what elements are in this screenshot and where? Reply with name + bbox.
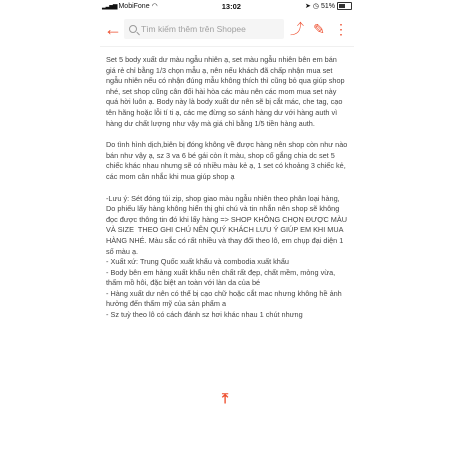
top-bar xyxy=(100,12,354,47)
status-right xyxy=(305,2,352,10)
description-paragraph-1: Set 5 body xuất dư màu ngẫu nhiên ạ, set màu ngẫu nhiên bên em bán giá rẻ chỉ bằng 1/3 chọn mẫu ạ, nên nếu khách đã chấp nhận mua set ngẫu nhiên nếu có nhận đúng mẫu không thích thì cũng bỏ qua giúp shop nhé, set shop cũng cân đối hài hòa các màu nên các mom mua set này quá hời luôn ạ. Body này là body xuất dư nên sẽ bị cắt mác, che tag, cạo tên hãng hoặc lỗi tí ti ạ, các mẹ đừng so sánh hàng dư với hàng auth vì hàng dư chất lượng như vậy mà giá chỉ bằng 1/5 tiền hàng auth. xyxy=(106,55,347,128)
search-bar[interactable] xyxy=(124,19,284,39)
status-left xyxy=(102,2,158,10)
carrier-name: MobiFone xyxy=(118,2,150,10)
scroll-to-top-icon[interactable]: ⤒ xyxy=(222,390,229,406)
more-icon[interactable]: ⋮ xyxy=(334,21,348,37)
product-description xyxy=(100,47,354,321)
battery-fill xyxy=(339,4,345,8)
search-icon xyxy=(129,25,137,33)
signal-icon: ▂▃▅▆ xyxy=(102,3,117,10)
description-paragraph-2: Do tình hình dịch,biên bị đóng không về được hàng nên shop còn như nào bán như vậy ạ, sz 3 va 6 bé gái còn ít màu, shop cố gắng chia dc set 5 chiếc khác nhau nhưng sẽ có nhiều màu kẻ ạ, 1 set có khoảng 3 chiếc kẻ, các mom cân nhắc khi mua giúp shop ạ xyxy=(106,140,350,181)
alarm-icon: ◷ xyxy=(312,3,319,10)
description-paragraph-3: -Lưu ý: Sét đóng túi zip, shop giao màu ngẫu nhiên theo phân loại hàng, Do phiếu lấy hàng không hiển thị ghi chú và tin nhắn nên shop sẽ không đọc được thông tin đó khi lấy hàng => SHOP KHÔNG CHỌN ĐƯỢC MÀU VÀ SIZE THEO GHI CHÚ NÊN QUÝ KHÁCH LƯU Ý GIÚP EM KHI MUA HÀNG NHÉ. Màu sắc có rất nhiều và thay đổi theo lô, em chụp đại diện 1 số màu ạ. - Xuất xứ: Trung Quốc xuất khẩu và combodia xuất khẩu - Body bên em hàng xuất khẩu nên chất rất đẹp, chất mềm, mỏng vừa, thấm mồ hôi, đặc biệt an toàn với làn da của bé - Hàng xuất dư nên có thể bị cạo chữ hoặc cắt mac nhưng không hề ảnh hưởng đến thẩm mỹ của sản phẩm a - Sz tuỳ theo lô có cách đánh sz hơi khác nhau 1 chút nhưng xyxy=(106,193,348,320)
status-bar xyxy=(100,0,354,12)
battery-icon xyxy=(337,2,352,10)
edit-icon[interactable]: ✎ xyxy=(313,21,325,37)
share-icon[interactable]: ⤴ xyxy=(290,21,304,37)
battery-percent: 51% xyxy=(320,2,335,10)
wifi-icon: ◠ xyxy=(151,3,158,10)
location-icon: ➤ xyxy=(305,3,311,10)
phone-screen xyxy=(100,0,354,450)
status-time: 13:02 xyxy=(221,1,241,11)
search-placeholder: Tìm kiếm thêm trên Shopee xyxy=(141,24,246,34)
back-arrow-icon[interactable]: ← xyxy=(104,19,122,39)
